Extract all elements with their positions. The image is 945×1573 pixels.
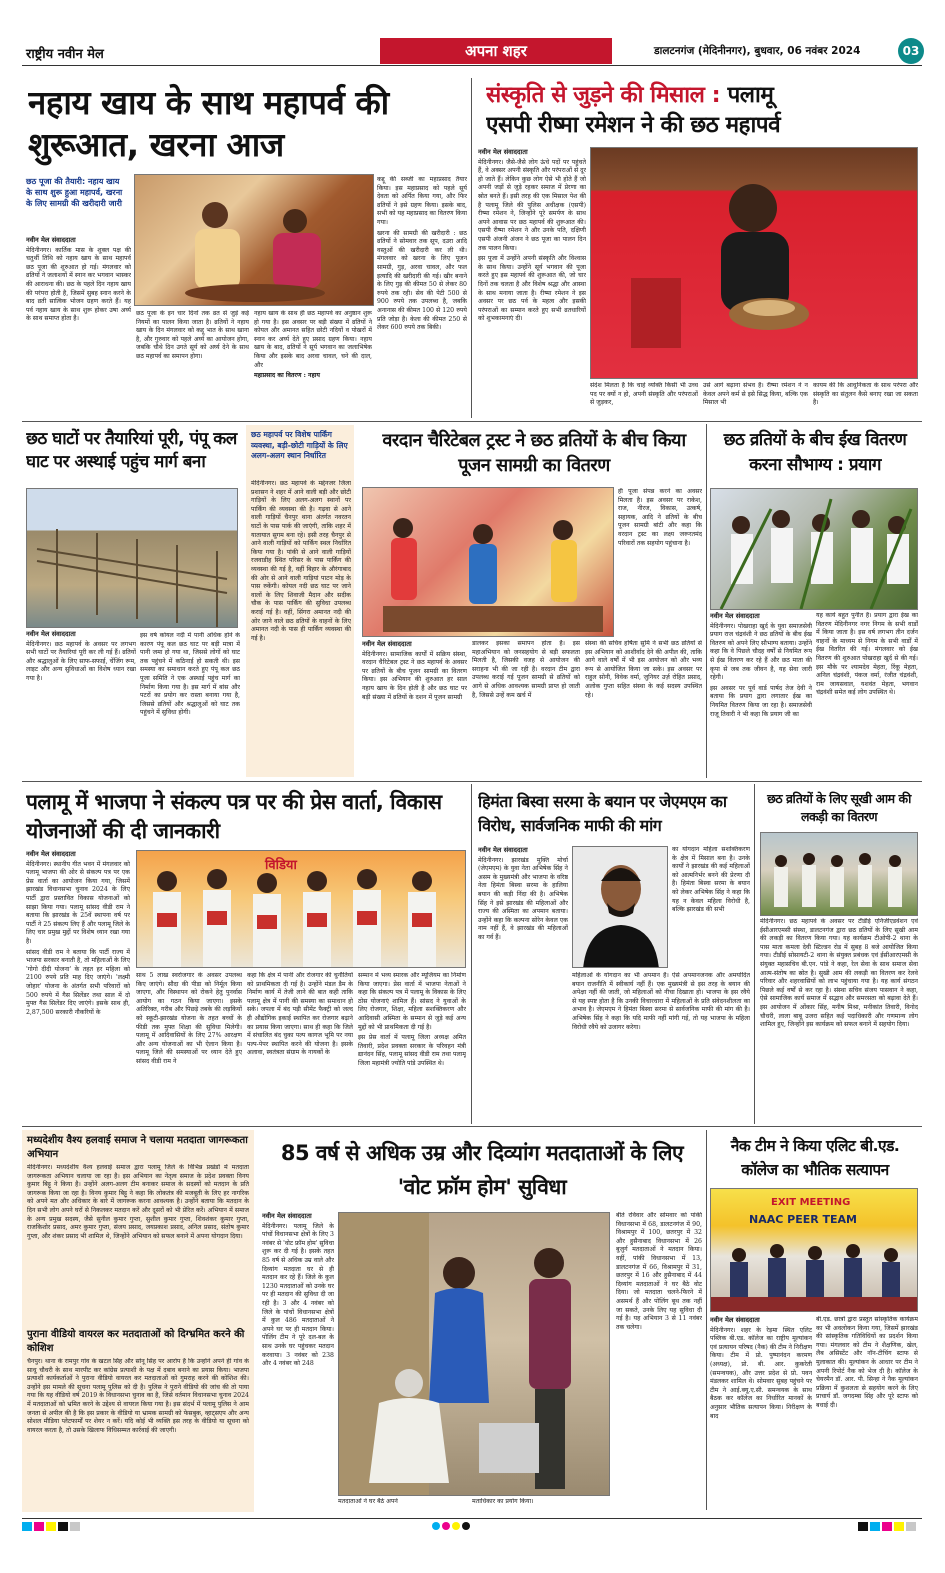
a3-col2 [140, 632, 240, 776]
a2-para-2: इस पूजा में उन्होंने अपनी संस्कृति और विश्वास के साथ किया। उन्होंने सूर्य भगवान की पूजा करते हुए इस महापर्व की शुरूआत की, जो चार दिनों तक चलता है और विशेष श्रद्धा और आस्था के साथ मनाया जाता है। रीष्मा रमेशन ने इस अवसर पर छठ पर्व के महत्व और इसकी परंपराओं का सम्मान करते हुए सभी व्रतधारियों को शुभकामनाएं दी। [478, 255, 586, 323]
a10-body: मेदिनीनगर। मध्यदेशीय वैश्य हलवाई समाज द्वारा पलामू जिले के विभिन्न प्रखंडों में मतदाता जागरूकता अभियान चलाया जा रहा है। इस अभियान का नेतृत्व समाज के प्रदेश प्रवक्ता विनय कुमार बिट्टू ने किया है। उन्होंने अलग-अलग टीम बनाकर समाज के सदस्यों को मतदान के प्रति जागरूक किया जा रहा है। विनय कुमार बिट्टू ने कहा कि लोकतंत्र की मजबूती के लिए हर नागरिक को अपने मत और अधिकार के बारे में जागरूक करना आवश्यक है। उन्होंने बताया कि मतदान के दिन सभी लोग अपने घरों से निकलकर मतदान करें और दूसरों को भी प्रेरित करें। अभियान में समाज के अन्य प्रमुख सदस्य, जैसे सुनील कुमार गुप्ता, सुशील कुमार गुप्ता, शिवशंकर कुमार गुप्ता, राजकिशोर प्रसाद, अमर कुमार गुप्ता, संजय प्रसाद, जयप्रकाश प्रसाद, अनिल प्रसाद, संतोष कुमार गुप्ता, और शंकर प्रसाद भी शामिल थे, जिन्होंने अभियान को सफल बनाने में अपना योगदान दिया। [27, 1164, 249, 1240]
a3-para-1: मेदिनीनगर। छठ महापर्व के अवसर पर लगभग सभी घाटों पर तैयारियां पूरी कर ली गई हैं। व्रतियों और श्रद्धालुओं के लिए साफ-सफाई, चेंजिंग रूम, लाइट और अन्य सुविधाओं का विशेष ध्यान रखा गया है। [26, 640, 136, 682]
a12-para-1: मेदिनीनगर। पलामू जिले के पांचों विधानसभा क्षेत्रों के लिए 3 नवंबर से 'वोट फ्रॉम होम' सुविधा शुरू कर दी गई है। इसके तहत 85 वर्ष से अधिक उम्र वाले और दिव्यांग मतदाता घर से ही मतदान कर रहे हैं। जिले के कुल 1230 मतदाताओं को उनके घर पर ही मतदान की सुविधा दी जा रही है। 3 और 4 नवंबर को जिले के पांचों विधानसभा क्षेत्रों में कुल 486 मतदाताओं ने अपने घर पर ही मतदान किया। पोलिंग टीम ने पूरे दल-बल के साथ उनके घर पहुंचकर मतदान करवाया। 3 नवंबर को 238 और 4 नवंबर को 248 [262, 1222, 334, 1368]
a6-headline: छठ व्रतियों के बीच ईख वितरण करना सौभाग्य : प्रयाग [723, 430, 907, 475]
a7-col3 [247, 972, 353, 1122]
masthead [22, 38, 922, 66]
a5-headline: वरदान चैरिटेबल ट्रस्ट ने छठ व्रतियों के बीच किया पूजन सामग्री का वितरण [382, 430, 686, 476]
a12-col3 [616, 1212, 702, 1496]
a5-col1 [362, 640, 467, 778]
a12-para-2: मतदाताओं ने घर बैठे अपने [338, 1498, 398, 1505]
divider [22, 1126, 922, 1127]
a11-col [27, 1358, 249, 1510]
a4-col [251, 480, 351, 774]
footer-bar [22, 1518, 922, 1532]
divider [22, 781, 922, 782]
a5-para-2: डालकर इसका समापन होता है। इस महाअभियान को जनसहयोग से बड़ी सफलता मिलती है, जिसकी वजह से आयोजन की सराहना भी की जा रही है। वरदान टीम द्वारा उपलब्ध कराई गई पूजन सामग्री से व्रतियों को आगे से अधिक आवश्यक सामग्री प्राप्त हो जाती है, जिससे उन्हें कम खर्च में [472, 640, 580, 699]
registration-dots [432, 1522, 472, 1530]
a2-para-4: उसे आगे बढ़ाना संभव है। रीष्मा रमेशन ने न केवल अपने कर्म से इसे सिद्ध किया, बल्कि एक मिसाल भी [703, 382, 808, 407]
color-swatches-left [22, 1522, 80, 1531]
a2-col3 [703, 382, 808, 418]
a5-para-1: मेदिनीनगर। सामाजिक कार्यों में सक्रिय संस्था, वरदान चैरिटेबल ट्रस्ट ने छठ महापर्व के अवसर पर व्रतियों के बीच पूजन सामग्री का वितरण किया। इस अभियान की शुरुआत हर साल नहाय खाय के दिन होती है और छठ घाट पर बड़ी संख्या में व्रतियों के दशन में पूजन सामग्री [362, 650, 467, 701]
a8-photo [572, 846, 668, 968]
a5-col2 [472, 640, 580, 778]
a7-byline: नवीन मेल संवाददाता [26, 850, 76, 858]
a1-subhead: महाप्रसाद का वितरण : नहाय [254, 372, 320, 380]
a3-byline: नवीन मेल संवाददाता [26, 630, 76, 638]
divider [471, 78, 472, 418]
a12-headline: 85 वर्ष से अधिक उम्र और दिव्यांग मतदाताओं के लिए 'वोट फ्रॉम होम' सुविधा [280, 1141, 684, 1199]
a1-para-1: मेदिनीनगर। कार्तिक मास के शुक्ल पक्ष की चतुर्थी तिथि को नहाय खाय के साथ महापर्व छठ पूजा की शुरुआत हो गई। मंगलवार को व्रतियों ने जलाशयों में स्नान कर भगवान भास्कर की आराधना की। छठ के पहले दिन नहाय खाय की परंपरा होती है, जिसमें सुबह स्नान करने के बाद व्रती सात्विक भोजन ग्रहण करते हैं। यह पर्व नहाय खाय के साथ शुरू होकर उषा अर्घ्य के साथ समाप्त होता है। [26, 246, 131, 323]
a2-para-1: मेदिनीनगर। जैसे-जैसे लोग ऊंचे पदों पर पहुंचते हैं, वे अक्सर अपनी संस्कृति और परंपराओं से दूर हो जाते हैं। लेकिन कुछ लोग ऐसे भी होते हैं जो अपनी जड़ों से जुड़े रहकर समाज में प्रेरणा का स्रोत बनते हैं। इसी तरह की एक मिसाल पेश की है पलामू जिले की पुलिस अधीक्षक (एसपी) रीष्मा रमेशन ने, जिन्होंने पूरे समर्पण के साथ अपने आवास पर छठ महापर्व की शुरूआत की। एसपी रीष्मा रमेशन ने और उनके पति, दक्षिणी एसपी अंजनी अंजन ने छठ पूजा का पालन दिन तक पालन किया। [478, 158, 586, 252]
a12-byline: नवीन मेल संवाददाता [262, 1212, 312, 1220]
a7-para-3: साथ 5 लाख स्वरोजगार के अवसर उपलब्ध किए जाएंगे। सौदा की पीडा को निर्मूल किया जाएगा, और विस्थापन को रोकने हेतु पुनर्वास आयोग का गठन किया जाएगा। इसके अतिरिक्त, गरीब और पिछड़े तबके की लड़कियों को स्कूटी-झारखंड योजना के तहत बच्चों के फीडी तक मुफ्त शिक्षा की सुविधा मिलेगी। पलामू में आदिवासियों के लिए 27% आरक्षण और अन्य योजनाओं का भी ऐलान किया है। पलामू जिले की समस्याओं पर ध्यान देते हुए सांसद वीडी राम ने [136, 972, 242, 1065]
a1-col1 [26, 236, 131, 416]
a7-banner-text: विडिया [265, 858, 297, 873]
a8-col2 [672, 846, 750, 970]
a2-col2 [590, 382, 698, 418]
a13-photo [710, 1188, 918, 1312]
a7-col1 [26, 850, 130, 1122]
a1-para-5: खरना की सामग्री की खरीदारी : छठ व्रतियों ने सोमवार तक सूप, दउरा आदि वस्तुओं की खरीदारी कर ली थी। मंगलवार को खरना के लिए पूजन सामग्री, गुड़, अरवा चावल, और फल इत्यादि की खरीदारी की गई। खीर बनाने के लिए गुड़ की कीमत 50 से लेकर 80 रुपये तक रही। सेव की पेटी 500 से 900 रुपये तक उपलब्ध है, जबकि अनानास की कीमत 100 से 120 रुपये प्रति जोड़ा है। केला की कीमत 250 से लेकर 600 रुपये तक बिकी। [377, 229, 467, 332]
a8-para-1: मेदिनीनगर। झारखंड मुक्ति मोर्चा (जेएमएम) के युवा नेता अभिषेक सिंह ने असम के मुख्यमंत्री और भाजपा के वरिष्ठ नेता हिमंता बिस्वा सरमा के हालिया बयान की कड़ी निंदा की है। अभिषेक सिंह ने इसे झारखंड की महिलाओं और राज्य की अस्मिता का अपमान बताया। उन्होंने कहा कि कल्पना सोरेन केवल एक नाम नहीं हैं, वे झारखंड की महिलाओं का गर्व हैं। [478, 856, 568, 941]
divider [754, 784, 755, 1124]
a13-banner-line2: NAAC PEER TEAM [749, 1213, 858, 1226]
a5-byline: नवीन मेल संवाददाता [362, 640, 412, 648]
a6-para-2: इस अवसर पर पूर्व वार्ड पार्षद तेज देवी ने बताया कि प्रयाग द्वारा लगातार ईख का नियमित वितरण किया जा रहा है। समाजसेवी राजू तिवारी ने भी कहा कि प्रयाग जी का [710, 684, 812, 718]
a7-photo [136, 850, 466, 968]
a13-byline: नवीन मेल संवाददाता [710, 1316, 760, 1324]
a12-col2 [338, 1498, 466, 1510]
divider [22, 421, 922, 422]
a2-headline-black-1: पलामू [727, 82, 774, 108]
a9-body: मेदिनीनगर। छठ महापर्व के अवसर पर टीडीई एनिर्जीएडवेंशन एवं ईसीआरएमसी संस्था, डालटनगंज द्वारा छठ व्रतियों के लिए सूखी आम की लकड़ी का वितरण किया गया। यह कार्यक्रम टीओपी-2 थाना के पास माता कमला देवी स्टिल्डन रोड में सुबह 8 बजे आयोजित किया गया। टीडीई सोसायटी-2 थाना के संयुक्त प्रबंधक एवं ईसीआरएमसी के संयुक्त महासचिव बी.एन. पांडे ने कहा, रेल सेवा के साथ समाज सेवा आत्म-संतोष का स्रोत है। सुखी आम की लकड़ी का वितरण कर रेलवे परिवार और शहरवासियों को लाभ पहुंचाया गया है। यह कार्य संगठन पिछले कई वर्षों से कर रहा है। संस्था सचिव संजय पासवान ने कहा, ऐसे सामाजिक कार्य समाज में सद्भाव और समरसता को बढ़ावा देते हैं। इस आयोजन में ओंकार सिंह, मनीष मिश्रा, मनीकांत तिवारी, विनोद चौधरी, लाला बाबू उजरा सहित कई पदाधिकारी और गणमान्य लोग शामिल हुए, जिन्होंने इस कार्यक्रम को सफल बनाने में सहयोग दिया। [760, 918, 918, 1029]
a12-photo [338, 1212, 610, 1496]
a4-headline: छठ महापर्व पर विशेष पार्किंग व्यवस्था, बड़ी-छोटी गाड़ियों के लिए अलग-अलग स्थान निर्धारित [251, 430, 348, 460]
a7-headline: पलामू में भाजपा ने संकल्प पत्र पर की प्रेस वार्ता, विकास योजनाओं की दी जानकारी [26, 790, 442, 843]
a3-col1 [26, 630, 136, 776]
a10-headline: मध्यदेशीय वैश्य हलवाई समाज ने चलाया मतदाता जागरूकता अभियान [27, 1135, 248, 1160]
section-label: अपना शहर [380, 38, 612, 64]
a2-headline-red: संस्कृति से जुड़ने की मिसाल : [486, 82, 728, 108]
a6-para-3: यह कार्य बहुत पुनीत है। प्रयाग द्वारा ईख का वितरण मेदिनीनगर नगर निगम के सभी वार्डों में किया जाता है। इस वर्ष लगभग तीन दर्जन वाहनों के माध्यम से निगम के सभी वार्डों में ईख वितरित की गई। मंगलवार को ईख वितरण की शुरुआत पोखराहा खुर्द से की गई। इस मौके पर श्यामदेव मेहता, रिंकू मेहता, अनिल चंद्रवंशी, पंकज वर्मा, रंजीत चंद्रवंशी, राम जायसवाल, यशवंत मेहता, भगवान चंद्रवंशी समेत कई लोग उपस्थित थे। [816, 612, 918, 697]
a10-col [27, 1164, 249, 1324]
a2-headline-black-2: एसपी रीष्मा रमेशन ने की छठ महापर्व [486, 112, 781, 138]
a1-col2 [136, 310, 249, 416]
divider [706, 1130, 707, 1510]
a6-para-1: मेदिनीनगर। पोखराहा खुर्द के युवा समाजसेवी प्रयाग राज चंद्रवंशी ने छठ व्रतियों के बीच ईख वितरण को अपने लिए सौभाग्य बताया। उन्होंने कहा कि वे पिछले चौदह वर्षों से नियमित रूप से ईख वितरण कर रहे हैं और छठ माता की कृपा से जब तक जीवन है, यह सेवा जारी रहेगी। [710, 622, 812, 682]
a1-byline: नवीन मेल संवाददाता [26, 236, 76, 244]
a6-col2 [816, 612, 918, 778]
a2-col1 [478, 148, 586, 418]
a1-para-4: कद्दू की सब्जी का महाप्रसाद तैयार किया। इस महाप्रसाद को पहले सूर्य देवता को अर्पित किया गया, और फिर व्रतियों ने इसे ग्रहण किया। इसके बाद, सभी को यह महाप्रसाद का वितरण किया गया। [377, 176, 467, 226]
a8-byline: नवीन मेल संवाददाता [478, 846, 528, 854]
a8-para-2: का योगदान महिला सशक्तिकरण के क्षेत्र में मिसाल बना है। उनके कार्यों ने झारखंड की कई महिलाओं को आत्मनिर्भर बनने की प्रेरणा दी है। हिमंता बिस्वा सरमा के बयान को लेकर अभिषेक सिंह ने कहा कि यह न केवल महिला विरोधी है, बल्कि झारखंड की सभी [672, 846, 750, 914]
a1-headline: नहाय खाय के साथ महापर्व की शुरूआत, खरना आज [28, 83, 389, 164]
a2-col4 [813, 382, 918, 418]
a6-col1 [710, 612, 812, 778]
a13-para-2: बी.एड. छात्रों द्वारा प्रस्तुत सांस्कृतिक कार्यक्रम का भी अवलोकन किया गया, जिसमें झारखंड की सांस्कृतिक गतिविधियों का प्रदर्शन किया गया। मंगलवार को टीम ने शैक्षणिक, खेल, लैब असिस्टेंट और नॉन-टीचिंग स्टाफ से मुलाकात की। मूल्यांकन के आधार पर टीम ने अपनी रिपोर्ट नैक को भेज दी है। कॉलेज के चेयरमैन डॉ. आर. पी. सिन्हा ने नैक मूल्यांकन प्रक्रिया में कुशलता से सहयोग करने के लिए प्राचार्य डॉ. जगदम्बा सिंह और पूरे स्टाफ को बधाई दी। [816, 1316, 918, 1409]
a8-col3 [572, 972, 750, 1122]
a1-summary: छठ पूजा की तैयारी: नहाय खाय के साथ शुरू हुआ महापर्व, खरना के लिए सामग्री की खरीदारी जारी [26, 177, 123, 208]
a9-col [760, 918, 918, 1122]
a5-col3 [618, 488, 702, 638]
a13-banner-line1: EXIT MEETING [771, 1197, 851, 1208]
a5-col4 [585, 640, 702, 778]
a5-photo [362, 487, 614, 637]
a1-para-2: छठ पूजा के इन चार दिनों तक व्रत से जुड़े कई नियमों का पालन किया जाता है। व्रतियों ने नहाय खाय के दिन मंगलवार को कद्दू भात के साथ खाना है, और गुरुवार को पहले अर्घ्य का आयोजन होगा, जबकि चौथे दिन उगते सूर्य को अर्घ्य देने के साथ छठ महापर्व का समापन होगा। [136, 310, 249, 360]
a1-para-3: नहाय खाय के साथ ही छठ महापर्व का अनुष्ठान शुरू हो गया है। इस अवसर पर बड़ी संख्या में व्रतियों ने कोयल और अमानत सहित छोटी नदियों व पोखरों में स्नान कर अर्घ्य देते हुए प्रसाद ग्रहण किया। नहाय खाय के बाद, व्रतियों ने सूर्य भगवान का जलाभिषेक किया और इसके बाद अरवा चावल, चने की दाल, और [254, 310, 372, 369]
a7-para-5: सम्मान में भव्य स्मारक और म्यूजियम का निर्माण किया जाएगा। प्रेस वार्ता में भाजपा नेताओं ने कहा कि संकल्प पत्र में पलामू के विकास के लिए ठोस योजनाएं शामिल हैं। सांसद ने युवाओं के लिए रोजगार, शिक्षा, महिला सशक्तिकरण और आदिवासी अस्मिता के सम्मान से जुड़े कई अन्य मुद्दों को भी प्राथमिकता दी गई है। [358, 972, 466, 1031]
a12-para-4: मताधिकार का प्रयोग किया। [472, 1498, 534, 1505]
paper-name: राष्ट्रीय नवीन मेल [26, 47, 104, 62]
a7-para-4: कहा कि क्षेत्र में पानी और रोजगार की चुनौतियों को प्राथमिकता दी गई है। उन्होंने मंडल डैम के निर्माण कार्य में तेजी लाने की बात कही ताकि पलामू क्षेत्र में पानी की समस्या का समाधान हो सके। जपला में बंद पड़ी सीमेंट फैक्ट्री को जल्द ही औद्योगिक इकाई स्थापित कर रोजगार बढ़ाने का प्रयास किया जाएगा। साथ ही कहा कि जिले में संचालित बंद चुका पल्प कागज भूमि पर नया पल्प-पेपर स्थापित करने की योजना है। इसके अलावा, स्वतंत्रता संग्राम के नायकों के [247, 972, 353, 1057]
a9-headline: छठ व्रतियों के लिए सूखी आम की लकड़ी का वितरण [767, 791, 911, 824]
page-number: 03 [898, 38, 924, 64]
a12-col4 [472, 1498, 610, 1510]
a3-headline: छठ घाटों पर तैयारियां पूरी, पंपू कल घाट पर अस्थाई पहुंच मार्ग बना [26, 429, 237, 472]
a3-para-2: इस वर्ष कोयल नदी में पानी अधिक होने के कारण पंपू कल छठ घाट पर बड़ी मात्रा में पानी जमा हो गया था, जिससे लोगों को घाट तक पहुंचने में कठिनाई हो सकती थी। इस समस्या का समाधान करते हुए पंपू कल छठ पूजा समिति ने एक अस्थाई पहुंच मार्ग का निर्माण किया गया है। इस मार्ग में बांस और पटरों का प्रयोग कर रास्ता बनाया गया है, जिससे व्रतियों और श्रद्धालुओं को घाट तक पहुंचने में सुविधा होगी। [140, 632, 240, 717]
a2-byline: नवीन मेल संवाददाता [478, 148, 528, 156]
a3-photo [26, 488, 238, 628]
a8-col1 [478, 846, 568, 1122]
a5-para-4: संस्था की सचिव हर्षिता सुमि ने सभी छठ व्रतियों से इस अभियान को आशीर्वाद देने की अपील की, ताकि आगे वाले वर्षों में भी इस आयोजन को और भव्य रूप से आयोजित किया जा सके। इस अवसर पर राहुल सोनी, विवेक वर्मा, जुनियर उर्ज़ रोहित प्रसाद, अलोक गुप्ता सहित संस्था के कई सदस्य उपस्थित रहे। [585, 640, 702, 699]
a1-col4 [377, 176, 467, 416]
a8-headline: हिमंता बिस्वा सरमा के बयान पर जेएमएम का विरोध, सार्वजनिक माफी की मांग [478, 792, 727, 835]
a8-para-3: महिलाओं के योगदान का भी अपमान है। ऐसे अपमानजनक और अमर्यादित बयान राजनीति में स्वीकार्य नहीं हैं। एक मुख्यमंत्री से इस तरह के बयान की अपेक्षा नहीं की जाती, जो महिलाओं को नीचा दिखाता हो। भाजपा के इस रवैये से यह स्पष्ट होता है कि उनकी विचारधारा में महिलाओं के प्रति संवेदनशीलता का अभाव है। जेएमएम ने हिमंता बिस्वा सरमा से सार्वजनिक माफी की मांग की है। अभिषेक सिंह ने कहा कि यदि माफी नहीं मांगी गई, तो यह भाजपा के महिला विरोधी रवैये को उजागर करेगा। [572, 972, 750, 1031]
a7-para-6: इस प्रेस वार्ता में पलामू जिला अध्यक्ष अमित तिवारी, प्रदेश प्रवक्ता सरकार के परिवहन मंत्री द्यानंदन सिंह, पलामू सांसद वीडी राम तथा पलामू जिला महामंत्री ज्योति पांडे उपस्थित थे। [358, 1034, 466, 1067]
a1-photo [134, 174, 374, 306]
a13-col1 [710, 1316, 812, 1510]
a13-col2 [816, 1316, 918, 1510]
a6-byline: नवीन मेल संवाददाता [710, 612, 760, 620]
a2-para-3: संदेश मिलता है कि चाहे व्यक्ति किसी भी उच्च पद पर क्यों न हो, अपनी संस्कृति और परंपराओं से जुड़कर, [590, 382, 698, 407]
divider [706, 424, 707, 778]
a2-headline [486, 80, 918, 140]
a7-para-2: सांसद वीडी राम ने बताया कि पार्टी राज्य में भाजपा सरकार बनाती है, तो महिलाओं के लिए 'गोगो दीदी योजना' के तहत हर महिला को 2100 रुपये प्रति माह दिए जाएंगे। 'लक्ष्मी जोहार' योजना के अंतर्गत सभी परिवारों को 500 रुपये में गैस सिलेंडर तथा साल में दो मुफ्त गैस सिलेंडर दिए जाएंगे। इसके साथ ही, 2,87,500 सरकारी नौकरियों के [26, 948, 130, 1016]
a13-headline: नैक टीम ने किया एलिट बी.एड. कॉलेज का भौतिक सत्यापन [730, 1137, 900, 1179]
dateline: डालटनगंज (मेदिनीनगर), बुधवार, 06 नवंबर 2024 [654, 45, 861, 57]
a11-body: चैनपुर। थाना के रामपुर गांव के खटल सिंह और सोनू सिंह पर आरोप है कि उन्होंने अपने ही गांव के साधु चौधरी के साथ मारपीट कर कांग्रेस प्रत्याशी के पक्ष में दबाव बनाने का प्रयास किया। भाजपा प्रत्याशी कार्यकर्ताओं ने पुराना वीडियो वायरल कर मतदाताओं को गुमराह करने की कोशिश की। उन्होंने इस मामले की सूचना पलामू पुलिस को दी है। पुलिस ने पुराने वीडियो की जांच की तो पाया गया कि यह वीडियो वर्ष 2019 के विधानसभा चुनाव का है, जिसे वर्तमान विधानसभा चुनाव 2024 में मतदाताओं को भ्रमित करने के उद्देश्य से वायरल किया गया है। इस संदर्भ में पलामू पुलिस ने आम जनता से अपील की है कि इस प्रकार के वीडियो या भ्रामक सामग्री को फेसबुक, व्हाट्सएप और अन्य सोशल मीडिया प्लेटफार्मों पर शेयर न करें। यदि कोई भी व्यक्ति इस तरह के वीडियो या सूचना को वायरल करता है, तो उसके खिलाफ विधिसम्मत कार्रवाई की जाएगी। [27, 1358, 249, 1434]
a6-photo [710, 488, 918, 610]
divider [471, 784, 472, 1124]
a7-col2 [136, 972, 242, 1122]
a7-para-1: मेदिनीनगर। स्थानीय गीत भवन में मंगलवार को पलामू भाजपा की ओर से संकल्प पत्र पर एक प्रेस वार्ता का आयोजन किया गया, जिसमें झारखंड विधानसभा चुनाव 2024 के लिए पार्टी द्वारा प्रस्तावित विकास योजनाओं को साझा किया गया। पलामू सांसद वीडी राम ने बताया कि झारखंड के 25वें स्थापना वर्ष पर पार्टी ने 25 संकल्प लिए हैं और पलामू जिले के लिए चार प्रमुख मुद्दों पर विशेष ध्यान रखा गया है। [26, 860, 130, 945]
a13-para-1: मेदिनीनगर। शहर के रेड़मा स्थित एलिट पब्लिक बी.एड. कॉलेज का राष्ट्रीय मूल्यांकन एवं प्रत्यायन परिषद (नैक) की टीम ने निरीक्षण किया। टीम में प्रो. पुष्पानंदन करमण (अध्यक्ष), प्रो. बी. आर. कुकरेती (समन्वयक), और उत्तर प्रदेश से प्रो. पवन मंडलकर शामिल थे। सोमवार सुबह पहुंचने पर टीम ने आई.क्यू.ए.सी. समन्वयक के साथ बैठक कर कॉलेज का निर्धारित मानकों के अनुसार भौतिक सत्यापन किया। निरीक्षण के बाद [710, 1326, 812, 1420]
a1-col3 [254, 310, 372, 416]
a5-para-3: ही पूजा संपन्न करने का अवसर मिलता है। इस अवसर पर राकेश, राज, नीरज, विकास, उत्कर्ष, सहायक, आदि ने व्रतियों के बीच पूजन सामग्री बांटी और कहा कि वरदान ट्रस्ट का लक्ष्य जरूरतमंद परिवारों तक सहयोग पहुंचाना है। [618, 488, 702, 547]
a2-para-5: कायम की कि आधुनिकता के साथ परंपरा और संस्कृति का संतुलन कैसे बनाए रखा जा सकता है। [813, 382, 918, 407]
a4-body: मेदिनीनगर। छठ महापर्व के मद्देनजर जिला प्रशासन ने शहर में आने वाली बड़ी और छोटी गाड़ियों के लिए अलग-अलग स्थानों पर पार्किंग की व्यवस्था की है। गढ़वा से आने वाली गाड़ियों चैनपुर थाना अंतर्गत नवरतन घाटों के पास पार्क की जाएंगी, ताकि शहर में यातायात सुगम बना रहे। इसी तरह चैनपुर से आने वाली गाड़ियों को पार्किंग स्थल निर्धारित किया गया है। पांकी से आने वाली गाड़ियों रजवाडीह स्थित परिसर के पास पार्किंग की व्यवस्था की गई है, वहीं बिहार के औरंगाबाद की ओर से आने वाली गाड़ियां पाटन मोड़ के पास रुकेंगी। कोयल नदी छठ घाट पर जाने वालों के लिए शिवाजी मैदान और सदीक चौक के पास पार्किंग की सुविधा उपलब्ध कराई गई है। वहीं, सिंगरा अमानत नदी की ओर जाने वाले छठ व्रतियों के वाहनों के लिए अमानत नदी के पास ही पार्किंग व्यवस्था की गई है। [251, 480, 351, 642]
a12-para-3: बीते रविवार और सोमवार को पांकी विधानसभा में 68, डालटनगंज में 90, विश्रामपुर में 100, छतरपुर में 32 और हुसैनाबाद विधानसभा में 26 बुजुर्ग मतदाताओं ने मतदान किया। वहीं, पांकी विधानसभा में 13, डालटनगंज में 66, विश्रामपुर में 31, छतरपुर में 16 और हुसैनाबाद में 44 दिव्यांग मतदाताओं ने घर बैठे वोट दिया। जो मतदाता चलने-फिरने में असमर्थ हैं और पोलिंग बूथ तक नहीं जा सकते, उनके लिए यह सुविधा दी गई है। यह अभियान 3 से 11 नवंबर तक चलेगा। [616, 1212, 702, 1331]
a11-headline: पुराना वीडियो वायरल कर मतदाताओं को दिग्भ्रमित करने की कोशिश [27, 1329, 245, 1354]
a7-col4 [358, 972, 466, 1122]
a9-photo [760, 832, 918, 916]
a12-col1 [262, 1212, 334, 1510]
color-swatches-right [858, 1522, 916, 1531]
a2-photo [590, 147, 918, 379]
